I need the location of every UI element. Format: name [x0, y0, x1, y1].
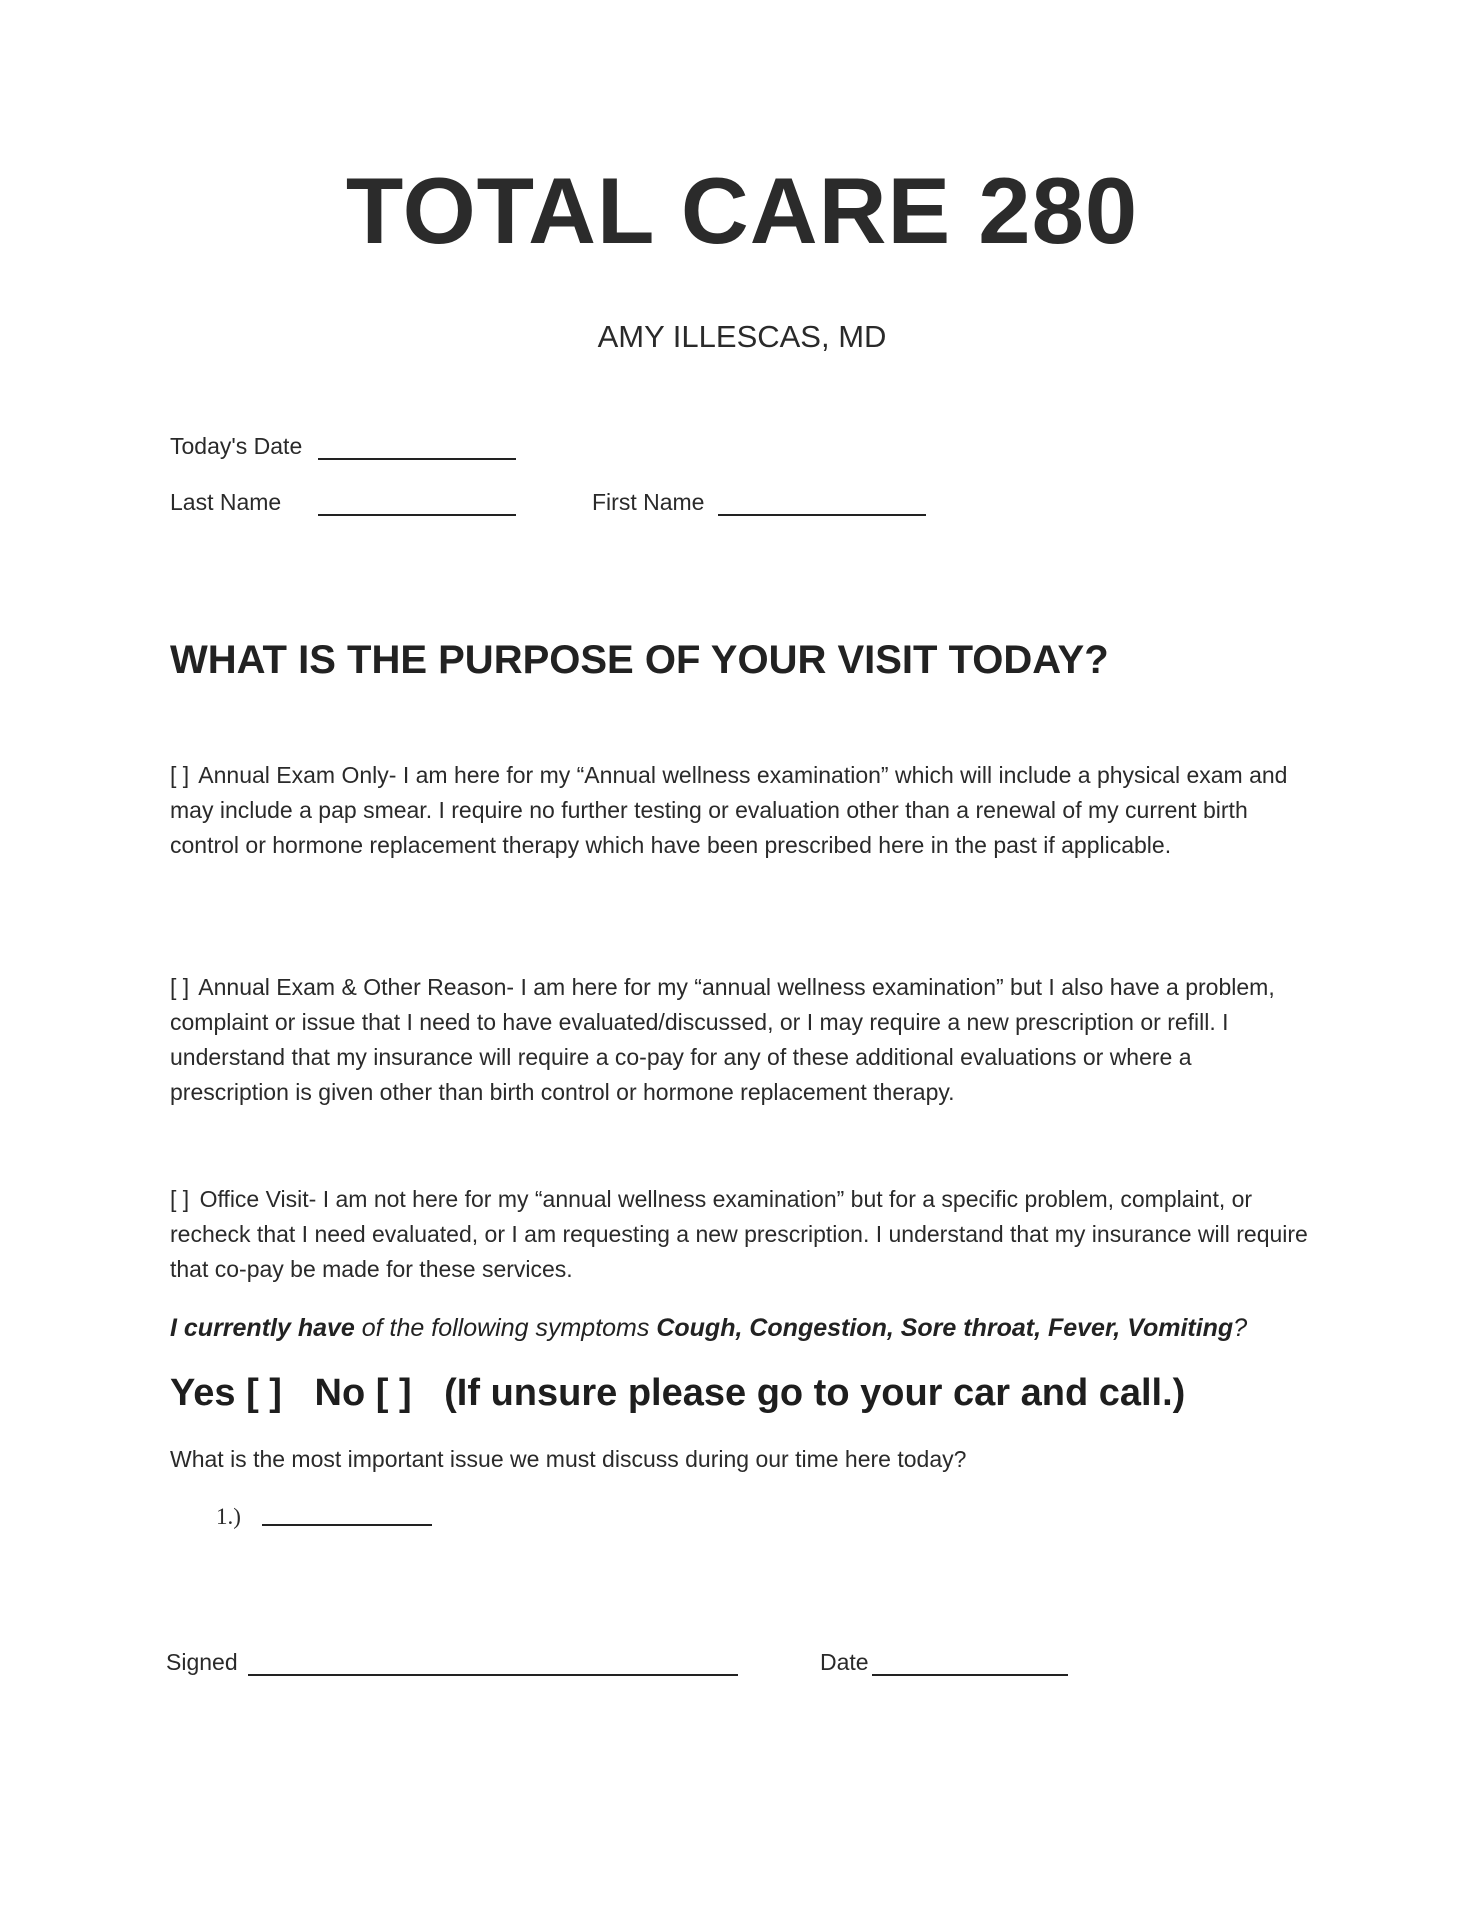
- todays-date-field[interactable]: [318, 458, 516, 460]
- symptoms-list: Cough, Congestion, Sore throat, Fever, Vomiting: [656, 1314, 1234, 1342]
- option-office-visit: [170, 1182, 1310, 1287]
- last-name-field[interactable]: [318, 514, 516, 516]
- option-annual-exam-only: [170, 758, 1310, 863]
- date-label: Date: [820, 1649, 869, 1675]
- important-issue-question: What is the most important issue we must discuss during our time here today?: [170, 1446, 967, 1472]
- symptoms-lead: I currently have: [170, 1314, 355, 1342]
- office-visit-text: Office Visit- I am not here for my “annual wellness examination” but for a specific problem, complaint, or recheck that I need evaluated, or I am requesting a new prescription. I understand that my insurance will require that co-pay be made for these services.: [170, 1186, 1308, 1282]
- annual-exam-other-text: Annual Exam & Other Reason- I am here for my “annual wellness examination” but I also have a problem, complaint or issue that I need to have evaluated/discussed, or I may require a new prescription or refill. I understand that my insurance will require a co-pay for any of these additional evaluations or where a prescription is given other than birth control or hormone replacement therapy.: [170, 974, 1275, 1105]
- symptoms-middle: of the following symptoms: [354, 1314, 657, 1342]
- first-name-field[interactable]: [718, 514, 926, 516]
- yes-checkbox[interactable]: Yes [ ]: [170, 1372, 282, 1414]
- option-annual-exam-other: [170, 970, 1310, 1110]
- signed-label: Signed: [166, 1649, 238, 1675]
- annual-exam-only-checkbox[interactable]: [ ]: [170, 762, 190, 788]
- unsure-note: (If unsure please go to your car and call.): [444, 1372, 1186, 1414]
- purpose-heading: WHAT IS THE PURPOSE OF YOUR VISIT TODAY?: [170, 638, 1109, 682]
- issue-item-field[interactable]: [262, 1524, 432, 1526]
- first-name-label: First Name: [592, 489, 705, 515]
- signature-date-field[interactable]: [872, 1674, 1068, 1676]
- issue-item-number: 1.): [216, 1504, 241, 1529]
- todays-date-label: Today's Date: [170, 433, 303, 459]
- last-name-label: Last Name: [170, 489, 282, 515]
- office-visit-checkbox[interactable]: [ ]: [170, 1186, 190, 1212]
- annual-exam-other-checkbox[interactable]: [ ]: [170, 974, 190, 1000]
- clinic-title: TOTAL CARE 280: [345, 158, 1139, 263]
- symptoms-question: [170, 1312, 1247, 1344]
- symptoms-answer-row: [170, 1370, 1207, 1416]
- signature-field[interactable]: [248, 1674, 738, 1676]
- doctor-name: AMY ILLESCAS, MD: [597, 319, 887, 354]
- annual-exam-only-text: Annual Exam Only- I am here for my “Annual wellness examination” which will include a physical exam and may include a pap smear. I require no further testing or evaluation other than a renewal of my current birth control or hormone replacement therapy which have been prescribed here in the past if applicable.: [170, 762, 1288, 858]
- symptoms-end: ?: [1233, 1314, 1248, 1342]
- no-checkbox[interactable]: No [ ]: [314, 1372, 412, 1414]
